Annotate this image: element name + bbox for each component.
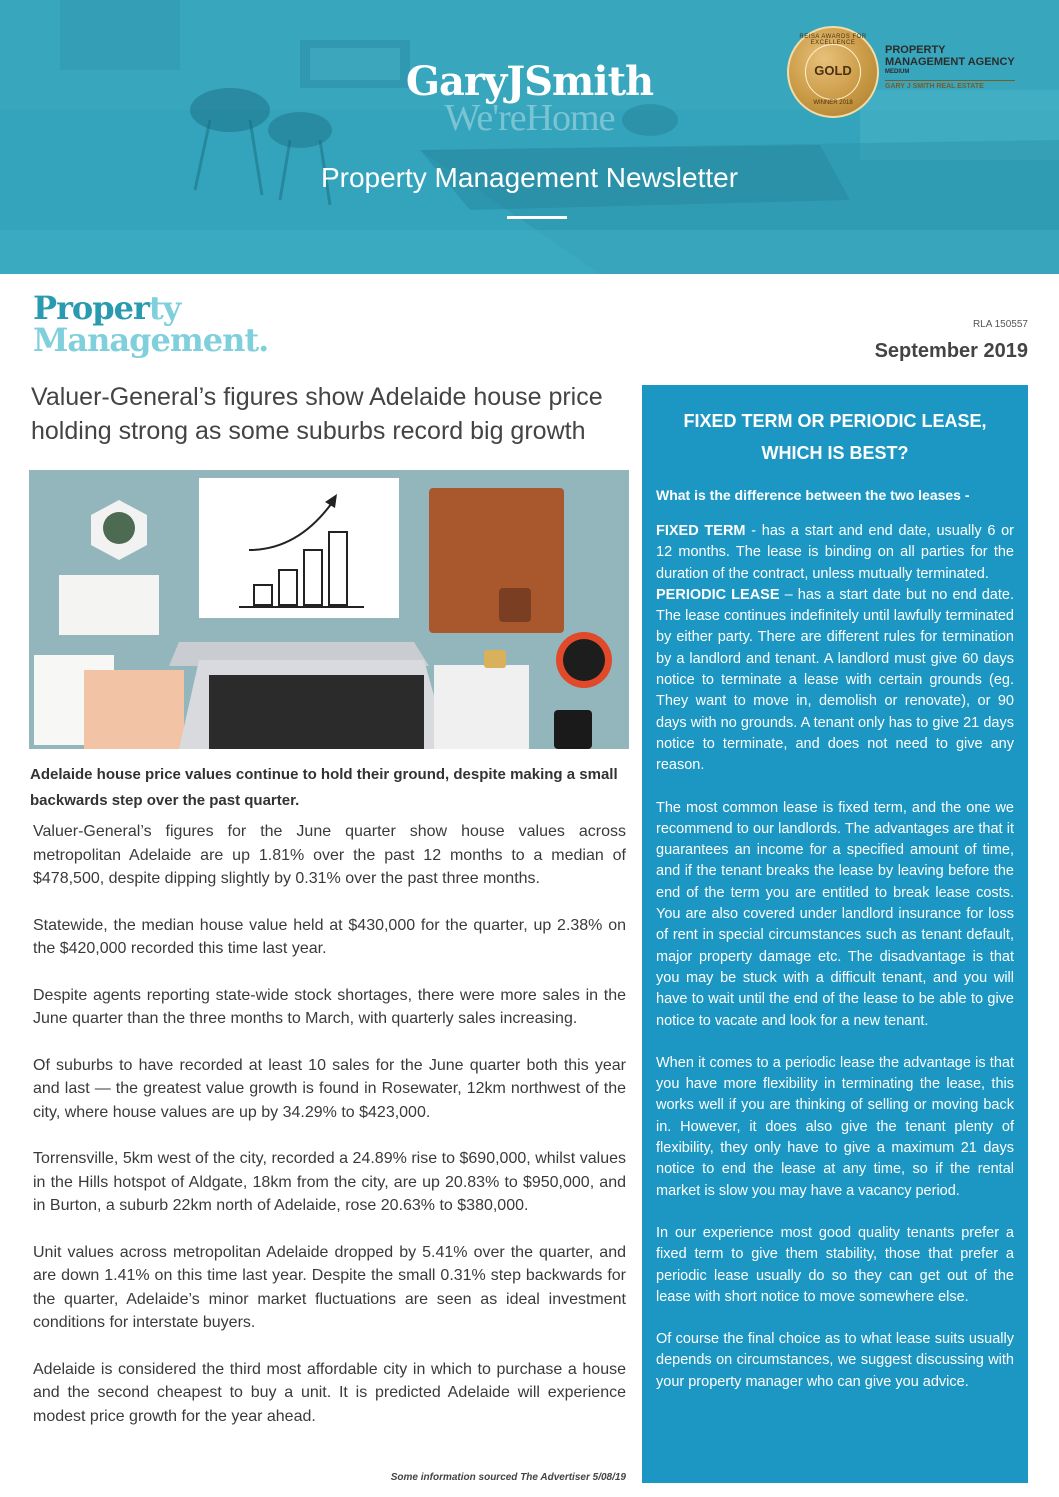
- logo-part1: Proper: [33, 289, 149, 327]
- desk-photo: [29, 470, 629, 749]
- title-divider: [507, 216, 567, 219]
- property-management-logo: [33, 289, 269, 359]
- award-ring-text: REISA AWARDS FOR EXCELLENCE: [799, 34, 867, 46]
- article-paragraph: Torrensville, 5km west of the city, recorded a 24.89% rise to $690,000, whilst values in the Hills hotspot of Aldgate, 18km from the city, are up 20.83% to $950,000, and in Burton, a suburb 22km north of Adelaide, rose 20.63% to $380,000.: [33, 1150, 626, 1214]
- periodic-lease-text: – has a start date but no end date. The lease continues indefinitely until lawfully terminated by either party. There are different rules for termination by a landlord and tenant. A landlord must give 60 days notice to terminate a lease with certain grounds (eg. They want to move in, demolish or renovate), or 90 days with no grounds. A tenant only has to give 21 days notice to terminate, and does not need to give any reason.: [656, 586, 1014, 774]
- rla-number: RLA 150557: [972, 319, 1028, 330]
- lease-sidebar: [642, 385, 1028, 1483]
- header-banner: [0, 0, 1059, 274]
- sidebar-paragraph-choice: Of course the final choice as to what lease suits usually depends on circumstances, we suggest discussing with your property manager who can give you advice.: [656, 1331, 1014, 1390]
- article-paragraph: Unit values across metropolitan Adelaide dropped by 5.41% over the quarter, and are down 1.41% on this time last year. Despite the small 0.31% step backwards for the quarter, Adelaide’s minor market fluctuations are seen as ideal investment conditions for interstate buyers.: [33, 1243, 626, 1331]
- source-note: Some information sourced The Advertiser 5/08/19: [390, 1472, 626, 1483]
- article-body: [33, 820, 626, 1451]
- award-medal-label: GOLD: [814, 63, 852, 78]
- photo-caption: Adelaide house price values continue to hold their ground, despite making a small backwards step over the past quarter.: [30, 766, 618, 809]
- article-paragraph: Of suburbs to have recorded at least 10 sales for the June quarter both this year and last — the greatest value growth is found in Rosewater, 12km northwest of the city, where house values are up by 34.29% to $423,000.: [33, 1056, 626, 1121]
- article-paragraph: Statewide, the median house value held at $430,000 for the quarter, up 2.38% on the $420,000 recorded this time last year.: [33, 916, 626, 957]
- fixed-term-definition: [656, 521, 1014, 585]
- brand-name: GaryJSmith: [405, 58, 654, 105]
- award-agency: GARY J SMITH REAL ESTATE: [885, 80, 1015, 90]
- sidebar-paragraph-experience: In our experience most good quality tenants prefer a fixed term to give them stability, those that prefer a periodic lease usually do so they can get out of the lease with short notice to move somewhere else.: [656, 1224, 1014, 1305]
- award-title-line1: PROPERTY: [885, 44, 946, 56]
- logo-part2: ty: [148, 289, 181, 327]
- sidebar-subtitle: What is the difference between the two leases -: [656, 487, 970, 503]
- article-headline: Valuer-General’s figures show Adelaide house price holding strong as some suburbs record big growth: [31, 383, 603, 445]
- award-year: WINNER 2018: [813, 100, 853, 106]
- award-size: MEDIUM: [885, 69, 910, 75]
- award-medal-icon: [787, 26, 879, 118]
- sidebar-paragraph-periodic: When it comes to a periodic lease the advantage is that you have more flexibility in terminating the lease, this works well if you are thinking of selling or moving back in. However, it does also give the tenant plenty of flexibility, they only have to give a maximum 21 days notice to end the lease at any time, so if the rental market is slow you may have a vacancy period.: [656, 1054, 1014, 1199]
- sidebar-title: FIXED TERM OR PERIODIC LEASE, WHICH IS BEST?: [683, 411, 987, 463]
- award-description: [885, 44, 1055, 90]
- desk-photo-illustration: [29, 470, 629, 749]
- brand-tagline: We'reHome: [444, 97, 615, 139]
- logo-part3: Management.: [33, 321, 269, 359]
- fixed-term-text: - has a start and end date, usually 6 or 12 months. The lease is binding on all parties for the duration of the contract, unless mutually terminated.: [656, 523, 1015, 582]
- newsletter-title: Property Management Newsletter: [320, 162, 739, 193]
- sidebar-text: [656, 521, 1014, 1393]
- fixed-term-label: FIXED TERM: [656, 523, 746, 539]
- periodic-lease-label: PERIODIC LEASE: [656, 586, 780, 603]
- sidebar-paragraph-common: The most common lease is fixed term, and the one we recommend to our landlords. The advantages are that it guarantees an income for a specified amount of time, and if the tenant breaks the lease by leaving before the end of the term you are entitled to break lease costs. You are also covered under landlord insurance for loss of rent in special circumstances such as tenant default, major property damage etc. The disadvantage is that you may be stuck with a difficult tenant, and you will have to wait until the end of the lease to be able to give notice to vacate and look for a new tenant.: [656, 799, 1014, 1029]
- award-title-line2: MANAGEMENT AGENCY: [885, 56, 1015, 68]
- article-paragraph: Adelaide is considered the third most affordable city in which to purchase a house and the second cheapest to buy a unit. It is predicted Adelaide will experience modest price growth for the year ahead.: [33, 1360, 626, 1425]
- periodic-lease-definition: [656, 585, 1014, 777]
- article-paragraph: Valuer-General’s figures for the June quarter show house values across metropolitan Adelaide are up 1.81% over the past 12 months to a median of $478,500, despite dipping slightly by 0.31% over the past three months.: [33, 823, 626, 887]
- issue-date: September 2019: [874, 340, 1028, 362]
- article-paragraph: Despite agents reporting state-wide stock shortages, there were more sales in the June quarter than the three months to March, with quarterly sales increasing.: [33, 986, 626, 1027]
